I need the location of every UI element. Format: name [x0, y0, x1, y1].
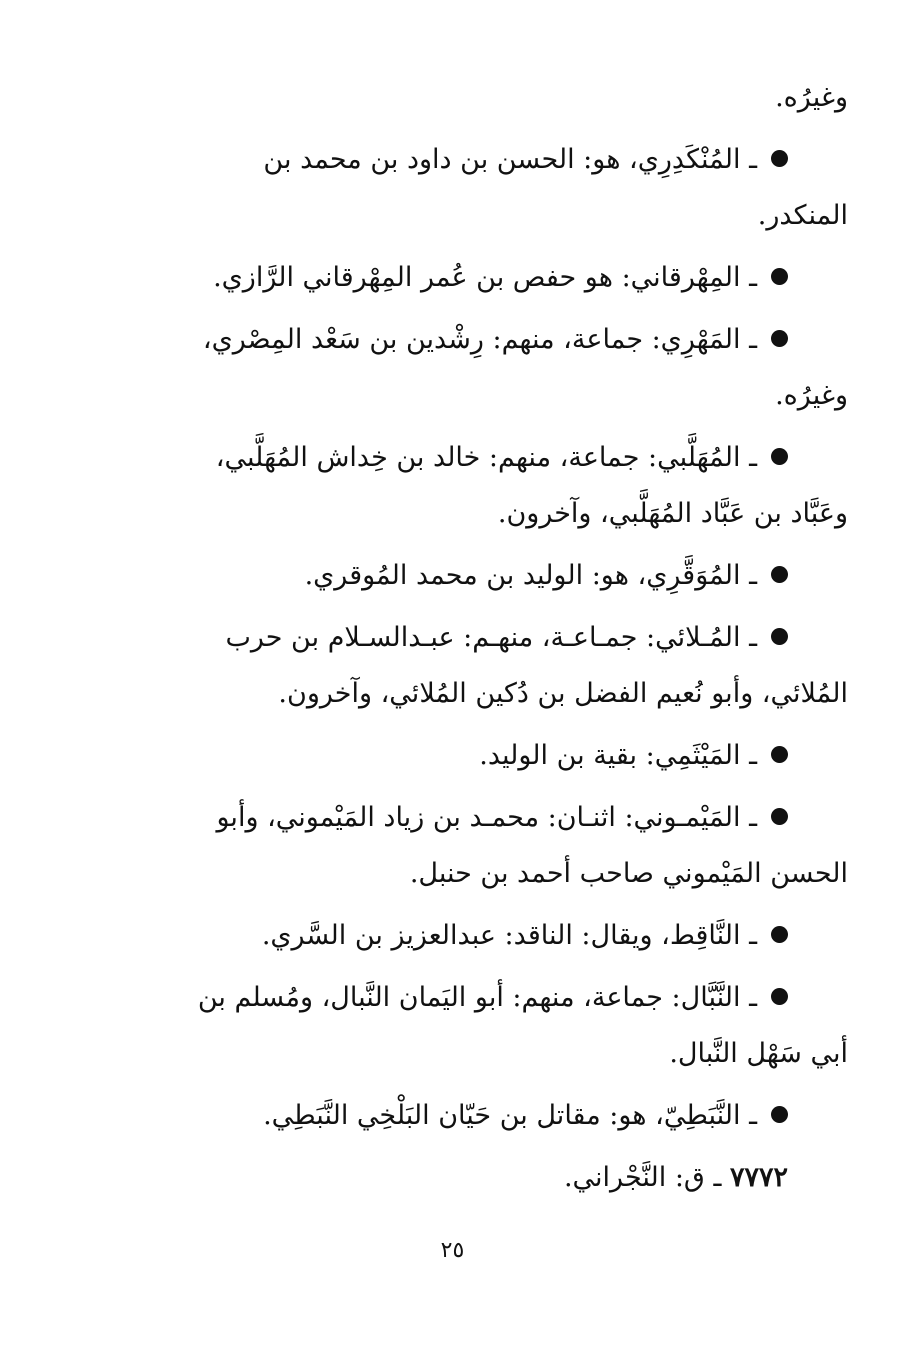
entry-text: ـ المُنْكَدِرِي، هو: الحسن بن داود بن محمد بن: [263, 144, 757, 175]
entry-nabbal: [140, 970, 848, 1026]
entry-mihraqani: [140, 250, 848, 306]
entry-mahri: [140, 312, 848, 368]
entry-text: ـ المَهْرِي: جماعة، منهم: رِشْدين بن سَعْد المِصْري،: [202, 324, 757, 355]
entry-text: ـ المَيْثَمِي: بقية بن الوليد.: [479, 740, 757, 771]
entry-text: ـ المَيْمـوني: اثنـان: محمـد بن زياد المَيْموني، وأبو: [216, 802, 757, 833]
entry-muhallabi: [140, 430, 848, 486]
entry-maymuni: [140, 790, 848, 846]
text-line: وغيرُه.: [775, 82, 848, 113]
bullet-icon: [771, 150, 788, 167]
bullet-icon: [771, 268, 788, 285]
entry-text: ـ المُهَلَّبي: جماعة، منهم: خالد بن خِداش المُهَلَّبي،: [215, 442, 757, 473]
text-line: المُلائي، وأبو نُعيم الفضل بن دُكين المُلائي، وآخرون.: [278, 678, 848, 709]
entry-mulai: [140, 610, 848, 666]
text-line: وعَبَّاد بن عَبَّاد المُهَلَّبي، وآخرون.: [497, 498, 848, 529]
entry-muwaqqari: [140, 548, 848, 604]
bullet-icon: [771, 926, 788, 943]
bullet-icon: [771, 746, 788, 763]
section-heading: [140, 1150, 848, 1206]
entry-text: ـ النَّبَّال: جماعة، منهم: أبو اليَمان النَّبال، ومُسلم بن: [197, 982, 757, 1013]
bullet-icon: [771, 566, 788, 583]
text-line: أبي سَهْل النَّبال.: [669, 1038, 848, 1069]
text-line: المنكدر.: [757, 200, 848, 231]
heading-number: ٧٧٧٢: [729, 1162, 788, 1193]
text-line: الحسن المَيْموني صاحب أحمد بن حنبل.: [409, 858, 848, 889]
entry-text: ـ النَّاقِط، ويقال: الناقد: عبدالعزيز بن السَّري.: [261, 920, 757, 951]
bullet-icon: [771, 330, 788, 347]
entry-nabati: [140, 1088, 848, 1144]
entry-naqit: [140, 908, 848, 964]
document-body: [140, 70, 848, 1206]
bullet-icon: [771, 1106, 788, 1123]
entry-text: ـ النَّبَطِيّ، هو: مقاتل بن حَيّان البَلْخِي النَّبَطِي.: [263, 1100, 757, 1131]
entry-maythami: [140, 728, 848, 784]
entry-text: ـ المُـلائي: جمـاعـة، منهـم: عبـدالسـلام بن حرب: [225, 622, 757, 653]
entry-munkadiri: [140, 132, 848, 188]
heading-text: ـ ق: النَّجْراني.: [563, 1162, 722, 1193]
entry-text: ـ المِهْرقاني: هو حفص بن عُمر المِهْرقاني الرَّازي.: [213, 262, 757, 293]
text-line: وغيرُه.: [775, 380, 848, 411]
entry-text: ـ المُوَقَّرِي، هو: الوليد بن محمد المُوقري.: [304, 560, 757, 591]
bullet-icon: [771, 448, 788, 465]
bullet-icon: [771, 988, 788, 1005]
bullet-icon: [771, 628, 788, 645]
page-number: ٢٥: [440, 1238, 465, 1263]
bullet-icon: [771, 808, 788, 825]
